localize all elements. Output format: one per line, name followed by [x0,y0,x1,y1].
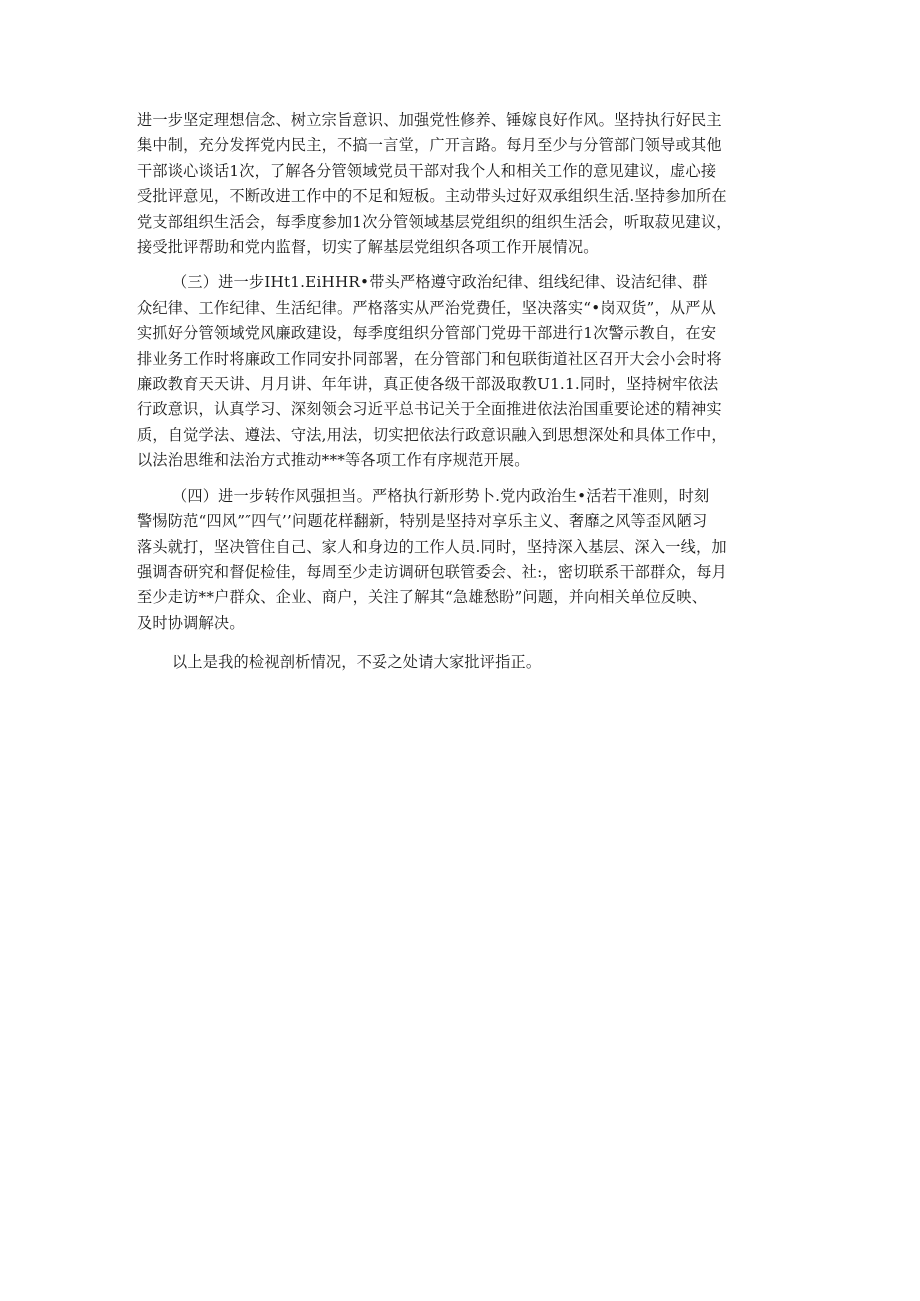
paragraph-section-four-work-style: （四）进一步转作风强担当。严格执行新形势卜.党内政治生•活若干准则，时刻 警惕防范“四风”″四气’’问题花样翻新，特别是坚持对享乐主义、奢靡之风等歪风陋习 落头就打，坚决管住自己、家人和身边的工作人员.同时，坚持深入基层、深入一线，加 强调杳研究和督促检佳，每周至少走访调研包联管委会、社:，密切联系干部群众，每月 至少走访**户群众、企业、商户，关注了解其“急雄愁盼”问题，并向相关单位反映、 及时协调解决。 [137,486,728,632]
paragraph-party-conduct: 进一步坚定理想信念、树立宗旨意识、加强党性修养、锤嫁良好作风。坚持执行好民主 集中制，充分发挥党内民主，不搞一言堂，广开言路。每月至少与分管部门领导或其他 干部谈心谈话1次，了解各分管领域党员干部对我个人和相关工作的意见建议，虚心接 受批评意见，不断改进工作中的不足和短板。主动带头过好双承组织生活.坚持参加所在 党支部组织生活会，每季度参加1次分管领域基层党组织的组织生活会，听取菽见建议， 接受批评帮助和党内监督，切实了解基层党组织各项工作开展情况。 [137,111,732,257]
paragraph-closing-statement: 以上是我的检视剖析情况，不妥之处请大家批评指正。 [172,653,542,672]
document-page [137,108,779,686]
paragraph-section-three-discipline: （三）进一步IHt1.EiHHR•带头严格遵守政治纪律、组线纪律、设洁纪律、群 众纪律、工作纪律、生活纪律。严格落实从严治党费任，坚决落实“•岗双货”，从严从 实抓好分管领域党风廉政建设，每季度组织分管部门党毋干部进行1次警示教自，在安 排业务工作时将廉政工作同安扑同部署，在分管部门和包联街道社区召开大会小会时将 廉政教育天天讲、月月讲、年年讲，真正使各级干部汲取教U1.1.同时，坚持树牢依法 行政意识，认真学习、深刻领会习近平总书记关于全面推进依法治国重要论述的精神实 质，自觉学法、遵法、守法,用法，切实把依法行政意识融入到思想深处和具体工作中， 以法治思维和法治方式推动***等各项工作有序规范开展。 [137,273,727,470]
